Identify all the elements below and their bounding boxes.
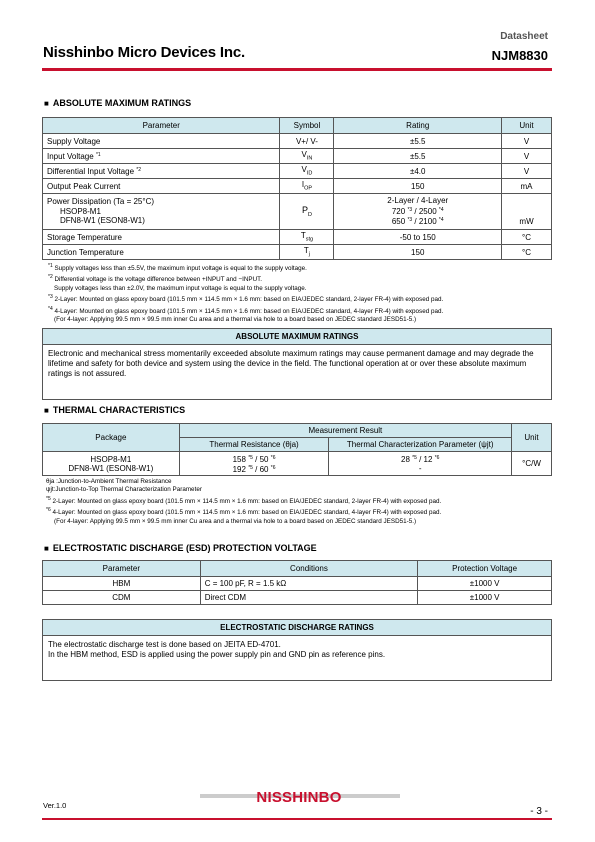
note: $^{*1}$ Supply voltages less than ±5.5V, the maximum input voltage is equal to the supply voltage.	[48, 263, 307, 272]
abs-max-section-title: ■ ABSOLUTE MAXIMUM RATINGS	[44, 98, 191, 108]
column-header: Unit	[502, 118, 552, 134]
note: (For 4-layer: Applying 99.5 mm × 99.5 mm inner Cu area and a thermal via hole to a board based on JEDEC standard JESD51-5.)	[54, 316, 417, 324]
symbol-cell: $T_{stg}$	[280, 230, 334, 245]
abs-max-table	[42, 117, 552, 260]
voltage-cell: ±1000 V	[418, 577, 552, 591]
thermal-table	[42, 423, 552, 476]
param-cell: HBM	[43, 577, 201, 591]
unit-cell: V	[502, 134, 552, 149]
unit-cell: °C	[502, 230, 552, 245]
table-row	[43, 179, 552, 194]
rating-cell: 150	[334, 245, 502, 260]
table-header-row	[43, 561, 552, 577]
theta-ja-cell: 158 $^{*5}$ / 50 $^{*6}$ 192 $^{*5}$ / 60 $^{*6}$	[179, 452, 329, 476]
unit-cell: V	[502, 164, 552, 179]
abs-max-warning-box	[42, 328, 552, 400]
note: $^{*6}$ 4-Layer: Mounted on glass epoxy board (101.5 mm × 114.5 mm × 1.6 mm: based on EIA/JEDEC standard, 4-layer FR-4) with exposed pad.	[46, 507, 442, 517]
version-label: Ver.1.0	[43, 801, 67, 810]
symbol-cell: $V_{IN}$	[280, 149, 334, 164]
esd-table	[42, 560, 552, 605]
page-number: - 3 -	[530, 806, 548, 817]
column-header: Parameter	[43, 118, 280, 134]
conditions-cell: C = 100 pF, R = 1.5 kΩ	[200, 577, 418, 591]
header-divider	[42, 68, 552, 71]
esd-section-title: ■ ELECTROSTATIC DISCHARGE (ESD) PROTECTION VOLTAGE	[44, 543, 317, 553]
column-header: Symbol	[280, 118, 334, 134]
table-row	[43, 194, 552, 230]
column-header: Unit	[512, 424, 552, 452]
box-text: Electronic and mechanical stress momentarily exceeded absolute maximum ratings may cause permanent damage and may degrade the lifetime and safety for both device and system using the device in the field. The functional operation at or over these absolute maximum ratings is not assured.	[48, 349, 534, 378]
column-header: Thermal Resistance (θja)	[179, 438, 329, 452]
box-text: The electrostatic discharge test is done based on JEITA ED-4701. In the HBM method, ESD is applied using the power supply pin and GND pin as reference pins.	[48, 640, 386, 659]
voltage-cell: ±1000 V	[418, 591, 552, 605]
table-header-row	[43, 118, 552, 134]
rating-cell: ±5.5	[334, 134, 502, 149]
symbol-cell: $V_{ID}$	[280, 164, 334, 179]
note: $^{*4}$ 4-Layer: Mounted on glass epoxy board (101.5 mm × 114.5 mm × 1.6 mm: based on EIA/JEDEC standard, 4-layer FR-4) with exposed pad.	[48, 305, 444, 315]
column-header: Parameter	[43, 561, 201, 577]
company-name: Nisshinbo Micro Devices Inc.	[43, 44, 245, 61]
symbol-cell: $I_{OP}$	[280, 179, 334, 194]
rating-cell: 2-Layer / 4-Layer 720 $^{*3}$ / 2500 $^{*4}$ 650 $^{*3}$ / 2100 $^{*4}$	[334, 194, 502, 230]
unit-cell: °C/W	[512, 452, 552, 476]
table-row	[43, 149, 552, 164]
column-header: Thermal Characterization Parameter (ψjt)	[329, 438, 512, 452]
column-header: Protection Voltage	[418, 561, 552, 577]
nisshinbo-logo: NISSHINBO	[256, 788, 342, 806]
thermal-section-title: ■ THERMAL CHARACTERISTICS	[44, 405, 185, 415]
rating-cell: 150	[334, 179, 502, 194]
conditions-cell: Direct CDM	[200, 591, 418, 605]
table-row	[43, 245, 552, 260]
abs-max-notes	[48, 262, 443, 324]
column-header: Rating	[334, 118, 502, 134]
note: (For 4-layer: Applying 99.5 mm × 99.5 mm inner Cu area and a thermal via hole to a board based on JEDEC standard JESD51-5.)	[54, 517, 417, 525]
param-cell: Supply Voltage	[43, 134, 280, 149]
esd-info-box	[42, 619, 552, 681]
param-cell: Storage Temperature	[43, 230, 280, 245]
rating-cell: ±4.0	[334, 164, 502, 179]
box-title: ABSOLUTE MAXIMUM RATINGS	[43, 329, 551, 345]
table-row	[43, 452, 552, 476]
table-row	[43, 134, 552, 149]
column-header: Package	[43, 424, 180, 452]
note: $^{*2}$ Differential voltage is the voltage difference between +INPUT and −INPUT.	[48, 274, 263, 284]
param-cell: Power Dissipation (Ta = 25°C) HSOP8-M1 DFN8-W1 (ESON8-W1)	[43, 194, 280, 230]
thermal-notes	[46, 478, 441, 526]
symbol-cell: $P_D$	[280, 194, 334, 230]
table-row	[43, 230, 552, 245]
column-header: Measurement Result	[179, 424, 511, 438]
param-cell: Output Peak Current	[43, 179, 280, 194]
column-header: Conditions	[200, 561, 418, 577]
table-row	[43, 591, 552, 605]
package-cell: HSOP8-M1 DFN8-W1 (ESON8-W1)	[43, 452, 180, 476]
doc-type-label: Datasheet	[500, 31, 548, 42]
rating-cell: -50 to 150	[334, 230, 502, 245]
box-title: ELECTROSTATIC DISCHARGE RATINGS	[43, 620, 551, 636]
table-row	[43, 164, 552, 179]
part-number: NJM8830	[491, 48, 548, 63]
param-cell: Junction Temperature	[43, 245, 280, 260]
unit-cell: mW	[502, 194, 552, 230]
rating-cell: ±5.5	[334, 149, 502, 164]
symbol-cell: $T_j$	[280, 245, 334, 260]
unit-cell: mA	[502, 179, 552, 194]
table-header-row	[43, 424, 552, 438]
symbol-cell: V+/ V-	[280, 134, 334, 149]
note: $^{*3}$ 2-Layer: Mounted on glass epoxy board (101.5 mm × 114.5 mm × 1.6 mm: based on EIA/JEDEC standard, 2-layer FR-4) with exposed pad.	[48, 294, 444, 304]
param-cell: Differential Input Voltage $^{*2}$	[43, 164, 280, 179]
psi-jt-cell: 28 $^{*5}$ / 12 $^{*6}$ -	[329, 452, 512, 476]
param-cell: Input Voltage $^{*1}$	[43, 149, 280, 164]
footer-divider	[42, 818, 552, 820]
note: ψjt:Junction-to-Top Thermal Characterization Parameter	[46, 486, 202, 494]
table-row	[43, 577, 552, 591]
note: θja :Junction-to-Ambient Thermal Resistance	[46, 478, 172, 485]
unit-cell: V	[502, 149, 552, 164]
unit-cell: °C	[502, 245, 552, 260]
note: $^{*5}$ 2-Layer: Mounted on glass epoxy board (101.5 mm × 114.5 mm × 1.6 mm: based on EIA/JEDEC standard, 2-layer FR-4) with exposed pad.	[46, 495, 442, 505]
param-cell: CDM	[43, 591, 201, 605]
note: Supply voltages less than ±2.0V, the maximum input voltage is equal to the supply voltage.	[54, 284, 307, 292]
